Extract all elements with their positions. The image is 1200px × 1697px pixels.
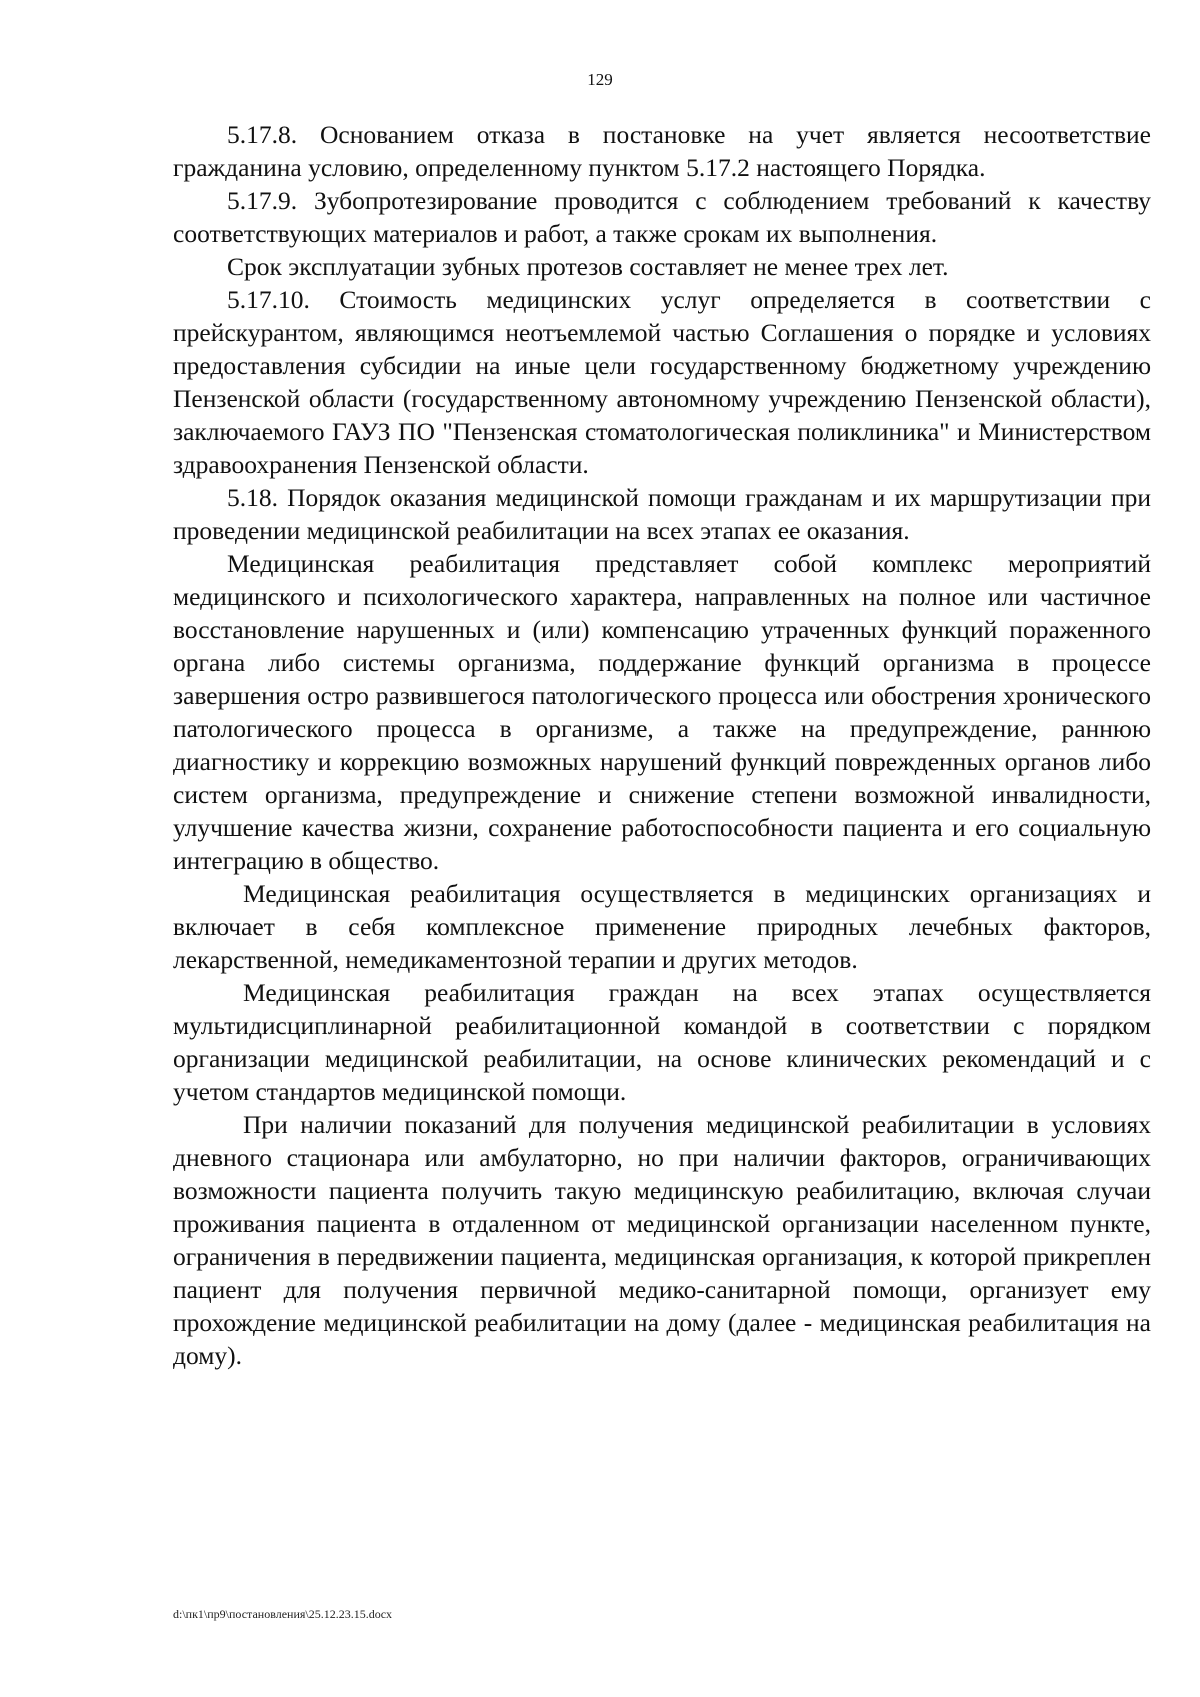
paragraph-rehab-organizations: Медицинская реабилитация осуществляется в медицинских организациях и включает в себя комплексное применение природных лечебных факторов, лекарственной, немедикаментозной терапии и других методов. [173,879,1151,974]
paragraph-rehab-definition: Медицинская реабилитация представляет собой комплекс мероприятий медицинского и психологического характера, направленных на полное или частичное восстановление нарушенных и (или) компенсацию утраченных функций пораженного органа либо системы организма, поддержание функций организма в процессе завершения остро развившегося патологического процесса или обострения хронического патологического процесса в организме, а также на предупреждение, раннюю диагностику и коррекцию возможных нарушений функций поврежденных органов либо систем организма, предупреждение и снижение степени возможной инвалидности, улучшение качества жизни, сохранение работоспособности пациента и его социальную интеграцию в общество. [173,549,1151,875]
paragraph-5-17-10: 5.17.10. Стоимость медицинских услуг определяется в соответствии с прейскурантом, являющимся неотъемлемой частью Соглашения о порядке и условиях предоставления субсидии на иные цели государственному бюджетному учреждению Пензенской области (государственному автономному учреждению Пензенской области), заключаемого ГАУЗ ПО "Пензенская стоматологическая поликлиника" и Министерством здравоохранения Пензенской области. [173,285,1151,479]
paragraph-rehab-team: Медицинская реабилитация граждан на всех этапах осуществляется мультидисциплинарной реабилитационной командой в соответствии с порядком организации медицинской реабилитации, на основе клинических рекомендаций и с учетом стандартов медицинской помощи. [173,978,1151,1106]
footer-file-path: d:\пк1\пр9\постановления\25.12.23.15.docx [173,1607,393,1621]
paragraph-5-18: 5.18. Порядок оказания медицинской помощи гражданам и их маршрутизации при проведении медицинской реабилитации на всех этапах ее оказания. [173,483,1151,545]
document-body [173,118,1151,1372]
paragraph-prosthesis-term: Срок эксплуатации зубных протезов составляет не менее трех лет. [227,252,949,281]
page-number: 129 [587,70,613,89]
paragraph-5-17-9: 5.17.9. Зубопротезирование проводится с соблюдением требований к качеству соответствующих материалов и работ, а также срокам их выполнения. [173,186,1151,248]
paragraph-5-17-8: 5.17.8. Основанием отказа в постановке на учет является несоответствие гражданина условию, определенному пунктом 5.17.2 настоящего Порядка. [173,120,1151,182]
paragraph-home-rehab: При наличии показаний для получения медицинской реабилитации в условиях дневного стационара или амбулаторно, но при наличии факторов, ограничивающих возможности пациента получить такую медицинскую реабилитацию, включая случаи проживания пациента в отдаленном от медицинской организации населенном пункте, ограничения в передвижении пациента, медицинская организация, к которой прикреплен пациент для получения первичной медико-санитарной помощи, организует ему прохождение медицинской реабилитации на дому (далее - медицинская реабилитация на дому). [173,1110,1151,1370]
